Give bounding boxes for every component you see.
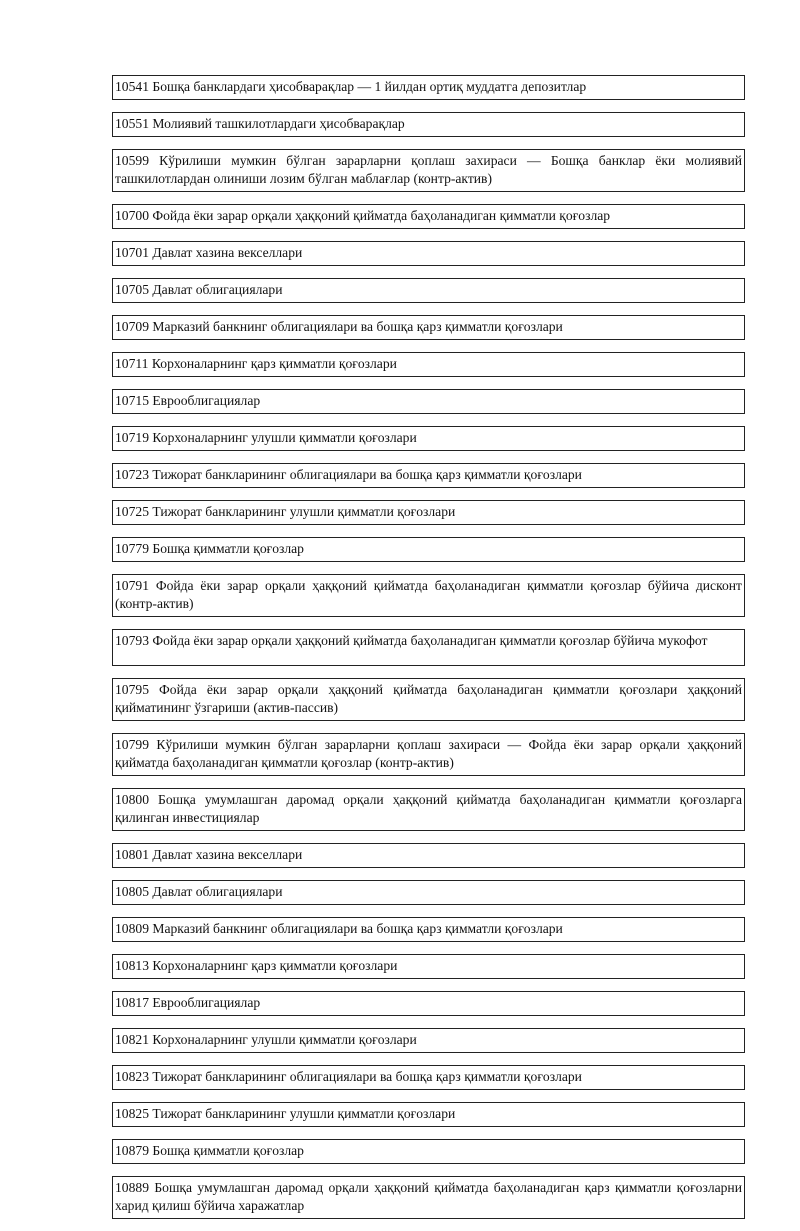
account-row: 10817 Еврооблигациялар [112, 991, 745, 1016]
account-row: 10801 Давлат хазина векселлари [112, 843, 745, 868]
account-row: 10715 Еврооблигациялар [112, 389, 745, 414]
account-list [112, 75, 745, 1231]
account-row: 10823 Тижорат банкларининг облигациялари ва бошқа қарз қимматли қоғозлари [112, 1065, 745, 1090]
account-row: 10700 Фойда ёки зарар орқали ҳаққоний қийматда баҳоланадиган қимматли қоғозлар [112, 204, 745, 229]
account-row: 10711 Корхоналарнинг қарз қимматли қоғозлари [112, 352, 745, 377]
account-row: 10723 Тижорат банкларининг облигациялари ва бошқа қарз қимматли қоғозлари [112, 463, 745, 488]
account-row: 10821 Корхоналарнинг улушли қимматли қоғозлари [112, 1028, 745, 1053]
account-row: 10795 Фойда ёки зарар орқали ҳаққоний қийматда баҳоланадиган қимматли қоғозлари ҳаққоний қийматининг ўзгариши (актив-пассив) [112, 678, 745, 721]
account-row: 10889 Бошқа умумлашган даромад орқали ҳаққоний қийматда баҳоланадиган қарз қимматли қоғозларни харид қилиш бўйича харажатлар [112, 1176, 745, 1219]
account-row: 10800 Бошқа умумлашган даромад орқали ҳаққоний қийматда баҳоланадиган қимматли қоғозларга қилинган инвестициялар [112, 788, 745, 831]
account-row: 10793 Фойда ёки зарар орқали ҳаққоний қийматда баҳоланадиган қимматли қоғозлар бўйича мукофот [112, 629, 745, 666]
account-row: 10805 Давлат облигациялари [112, 880, 745, 905]
account-row: 10809 Марказий банкнинг облигациялари ва бошқа қарз қимматли қоғозлари [112, 917, 745, 942]
account-row: 10701 Давлат хазина векселлари [112, 241, 745, 266]
account-row: 10725 Тижорат банкларининг улушли қимматли қоғозлари [112, 500, 745, 525]
account-row: 10799 Кўрилиши мумкин бўлган зарарларни қоплаш захираси — Фойда ёки зарар орқали ҳаққоний қийматда баҳоланадиган қимматли қоғозлар (контр-актив) [112, 733, 745, 776]
account-row: 10879 Бошқа қимматли қоғозлар [112, 1139, 745, 1164]
account-row: 10551 Молиявий ташкилотлардаги ҳисобварақлар [112, 112, 745, 137]
account-row: 10719 Корхоналарнинг улушли қимматли қоғозлари [112, 426, 745, 451]
account-row: 10825 Тижорат банкларининг улушли қимматли қоғозлари [112, 1102, 745, 1127]
account-row: 10813 Корхоналарнинг қарз қимматли қоғозлари [112, 954, 745, 979]
account-row: 10779 Бошқа қимматли қоғозлар [112, 537, 745, 562]
account-row: 10709 Марказий банкнинг облигациялари ва бошқа қарз қимматли қоғозлари [112, 315, 745, 340]
account-row: 10791 Фойда ёки зарар орқали ҳаққоний қийматда баҳоланадиган қимматли қоғозлар бўйича дисконт (контр-актив) [112, 574, 745, 617]
account-row: 10599 Кўрилиши мумкин бўлган зарарларни қоплаш захираси — Бошқа банклар ёки молиявий ташкилотлардан олиниши лозим бўлган маблағлар (контр-актив) [112, 149, 745, 192]
account-row: 10541 Бошқа банклардаги ҳисобварақлар — 1 йилдан ортиқ муддатга депозитлар [112, 75, 745, 100]
account-row: 10705 Давлат облигациялари [112, 278, 745, 303]
